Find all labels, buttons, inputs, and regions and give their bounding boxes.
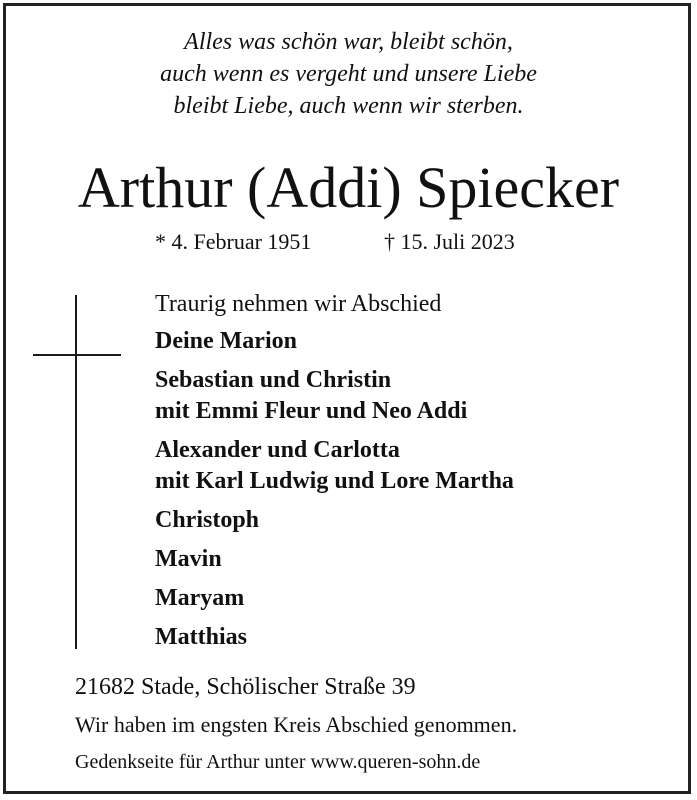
mourner-entry [155, 544, 514, 575]
poem-line: auch wenn es vergeht und unsere Liebe [160, 61, 537, 87]
birth-date: * 4. Februar 1951 [155, 229, 312, 254]
cross-icon-vertical [75, 295, 77, 649]
mourner-entry [155, 583, 514, 614]
mourner-name: Sebastian und Christin [155, 367, 392, 393]
mourner-entry [155, 505, 514, 536]
mourner-name: Maryam [155, 585, 245, 611]
mourner-entry [155, 435, 514, 497]
farewell-note: Wir haben im engsten Kreis Abschied genommen. [75, 712, 518, 737]
mourner-name: Alexander und Carlotta [155, 437, 400, 463]
mourner-name: Mavin [155, 546, 222, 572]
mourner-entry [155, 622, 514, 653]
poem [0, 26, 697, 122]
mourner-name: Deine Marion [155, 328, 297, 354]
memorial-website-text: Gedenkseite für Arthur unter www.queren-sohn.de [75, 751, 481, 773]
mourner-children: mit Karl Ludwig und Lore Martha [155, 468, 514, 494]
poem-line: bleibt Liebe, auch wenn wir sterben. [173, 93, 524, 119]
cross-icon-horizontal [33, 354, 121, 356]
mourner-children: mit Emmi Fleur und Neo Addi [155, 398, 468, 424]
death-date: † 15. Juli 2023 [384, 229, 515, 254]
address: 21682 Stade, Schölischer Straße 39 [75, 674, 416, 700]
mourners-list [155, 289, 514, 661]
mourner-entry [155, 326, 514, 357]
mourner-name: Matthias [155, 624, 247, 650]
mourner-entry [155, 365, 514, 427]
mourners-intro: Traurig nehmen wir Abschied [155, 291, 442, 317]
mourner-name: Christoph [155, 507, 260, 533]
poem-line: Alles was schön war, bleibt schön, [184, 29, 513, 55]
deceased-name: Arthur (Addi) Spiecker [77, 155, 620, 220]
